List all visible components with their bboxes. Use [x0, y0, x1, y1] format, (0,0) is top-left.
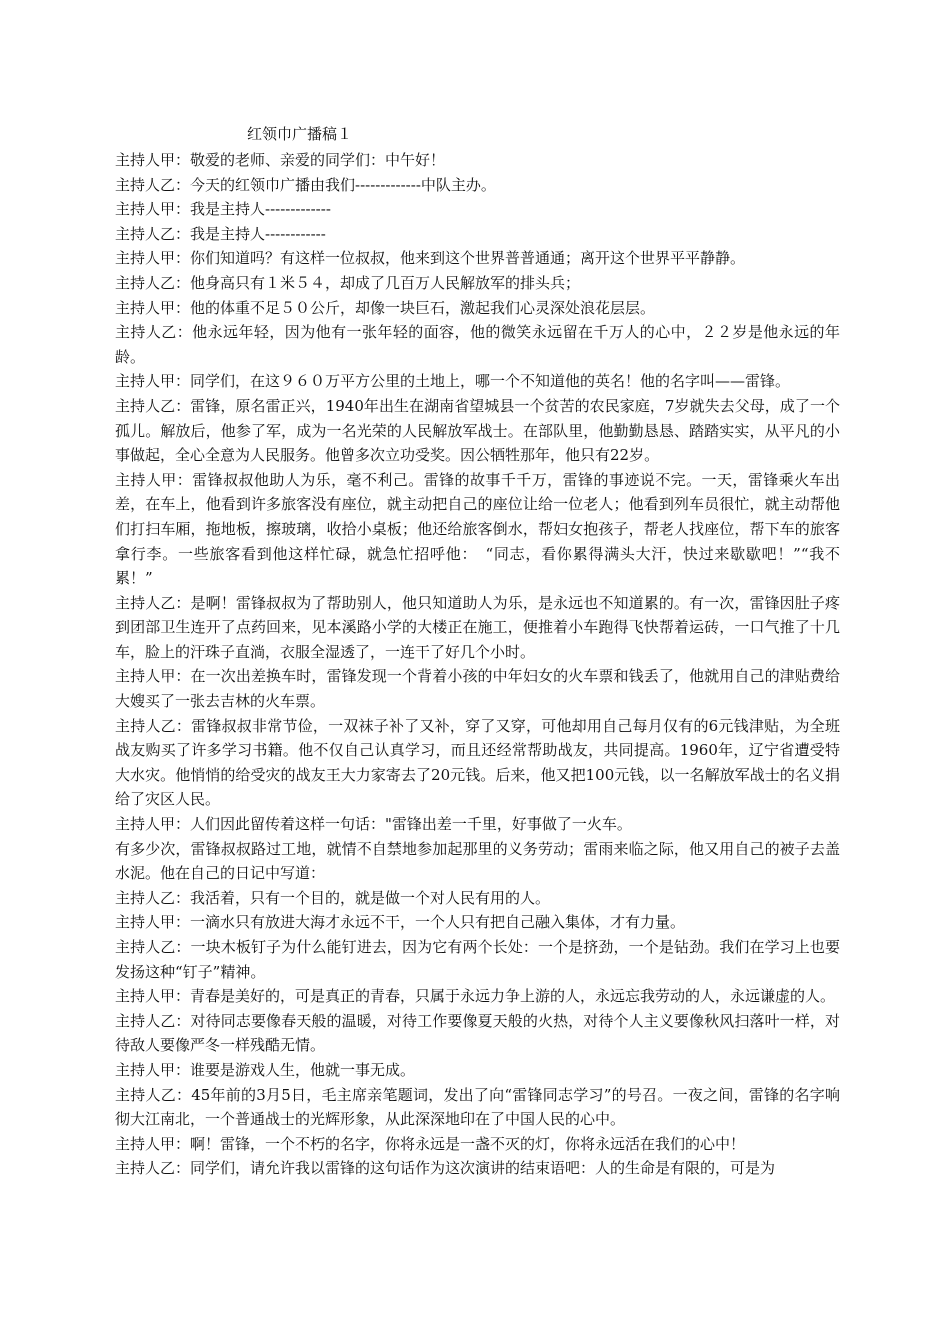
document-body [115, 148, 840, 1181]
paragraph: 主持人甲：人们因此留传着这样一句话："雷锋出差一千里，好事做了一火车。 [115, 815, 632, 834]
paragraph: 主持人甲：谁要是游戏人生，他就一事无成。 [115, 1060, 416, 1079]
paragraph: 主持人甲：他的体重不足５０公斤，却像一块巨石，激起我们心灵深处浪花层层。 [115, 298, 656, 317]
paragraph: 主持人乙：雷锋，原名雷正兴，1940年出生在湖南省望城县一个贫苦的农民家庭，7岁就失去父母，成了一个孤儿。解放后，他参了军，成为一名光荣的人民解放军战士。在部队里，他勤勤恳恳、踏踏实实，从平凡的小事做起，全心全意为人民服务。他曾多次立功受奖。因公牺牲那年，他只有22岁。 [115, 396, 840, 465]
paragraph: 主持人乙：他永远年轻，因为他有一张年轻的面容，他的微笑永远留在千万人的心中，２２岁是他永远的年龄。 [115, 323, 840, 366]
paragraph: 主持人甲：你们知道吗？有这样一位叔叔，他来到这个世界普普通通；离开这个世界平平静静。 [115, 249, 746, 268]
paragraph: 主持人甲：啊！雷锋，一个不朽的名字，你将永远是一盏不灭的灯，你将永远活在我们的心中！ [115, 1134, 746, 1153]
paragraph: 主持人乙：同学们，请允许我以雷锋的这句话作为这次演讲的结束语吧：人的生命是有限的，可是为 [115, 1159, 776, 1178]
paragraph: 有多少次，雷锋叔叔路过工地，就情不自禁地参加起那里的义务劳动；雷雨来临之际，他又用自己的被子去盖水泥。他在自己的日记中写道： [115, 839, 840, 883]
paragraph: 主持人甲：雷锋叔叔他助人为乐，毫不利己。雷锋的故事千千万，雷锋的事迹说不完。一天，雷锋乘火车出差，在车上，他看到许多旅客没有座位，就主动把自己的座位让给一位老人；他看到列车员很忙，就主动帮他们打扫车厢，拖地板，擦玻璃，收拾小桌板；他还给旅客倒水，帮妇女抱孩子，帮老人找座位，帮下车的旅客拿行李。一些旅客看到他这样忙碌，就急忙招呼他： “同志，看你累得满头大汗，快过来歇歇吧！”“我不累！” [115, 470, 840, 588]
document-title: 红领巾广播稿１ [247, 125, 353, 143]
paragraph: 主持人乙：一块木板钉子为什么能钉进去，因为它有两个长处：一个是挤劲，一个是钻劲。我们在学习上也要发扬这种“钉子”精神。 [115, 938, 840, 981]
paragraph: 主持人甲：同学们，在这９６０万平方公里的土地上，哪一个不知道他的英名！他的名字叫——雷锋。 [115, 372, 791, 391]
paragraph: 主持人乙：45年前的3月5日，毛主席亲笔题词，发出了向“雷锋同志学习”的号召。一夜之间，雷锋的名字响彻大江南北，一个普通战士的光辉形象，从此深深地印在了中国人民的心中。 [115, 1085, 840, 1129]
paragraph: 主持人甲：在一次出差换车时，雷锋发现一个背着小孩的中年妇女的火车票和钱丢了，他就用自己的津贴费给大嫂买了一张去吉林的火车票。 [115, 667, 840, 711]
paragraph: 主持人乙：是啊！雷锋叔叔为了帮助别人，他只知道助人为乐，是永远也不知道累的。有一次，雷锋因肚子疼到团部卫生连开了点药回来，见本溪路小学的大楼正在施工，便推着小车跑得飞快帮着运砖，一口气推了十几车，脸上的汗珠子直淌，衣服全湿透了，一连干了好几个小时。 [115, 593, 840, 661]
document-page [115, 122, 840, 1181]
paragraph: 主持人乙：对待同志要像春天般的温暖，对待工作要像夏天般的火热，对待个人主义要像秋风扫落叶一样，对待敌人要像严冬一样残酷无情。 [115, 1011, 840, 1055]
paragraph: 主持人乙：他身高只有１米５４，却成了几百万人民解放军的排头兵； [115, 273, 581, 292]
paragraph: 主持人甲：我是主持人------------- [115, 200, 331, 219]
paragraph: 主持人甲：敬爱的老师、亲爱的同学们：中午好！ [115, 151, 446, 169]
paragraph: 主持人甲：一滴水只有放进大海才永远不干，一个人只有把自己融入集体，才有力量。 [115, 913, 686, 932]
paragraph: 主持人乙：我是主持人------------ [115, 224, 326, 243]
paragraph: 主持人乙：今天的红领巾广播由我们-------------中队主办。 [115, 175, 496, 194]
paragraph: 主持人乙：我活着，只有一个目的，就是做一个对人民有用的人。 [115, 888, 551, 907]
paragraph: 主持人乙：雷锋叔叔非常节俭，一双袜子补了又补，穿了又穿，可他却用自己每月仅有的6元钱津贴，为全班战友购买了许多学习书籍。他不仅自己认真学习，而且还经常帮助战友，共同提高。1960年，辽宁省遭受特大水灾。他悄悄的给受灾的战友王大力家寄去了20元钱。后来，他又把100元钱，以一名解放军战士的名义捐给了灾区人民。 [115, 716, 840, 809]
paragraph: 主持人甲：青春是美好的，可是真正的青春，只属于永远力争上游的人，永远忘我劳动的人，永远谦虚的人。 [115, 987, 836, 1006]
